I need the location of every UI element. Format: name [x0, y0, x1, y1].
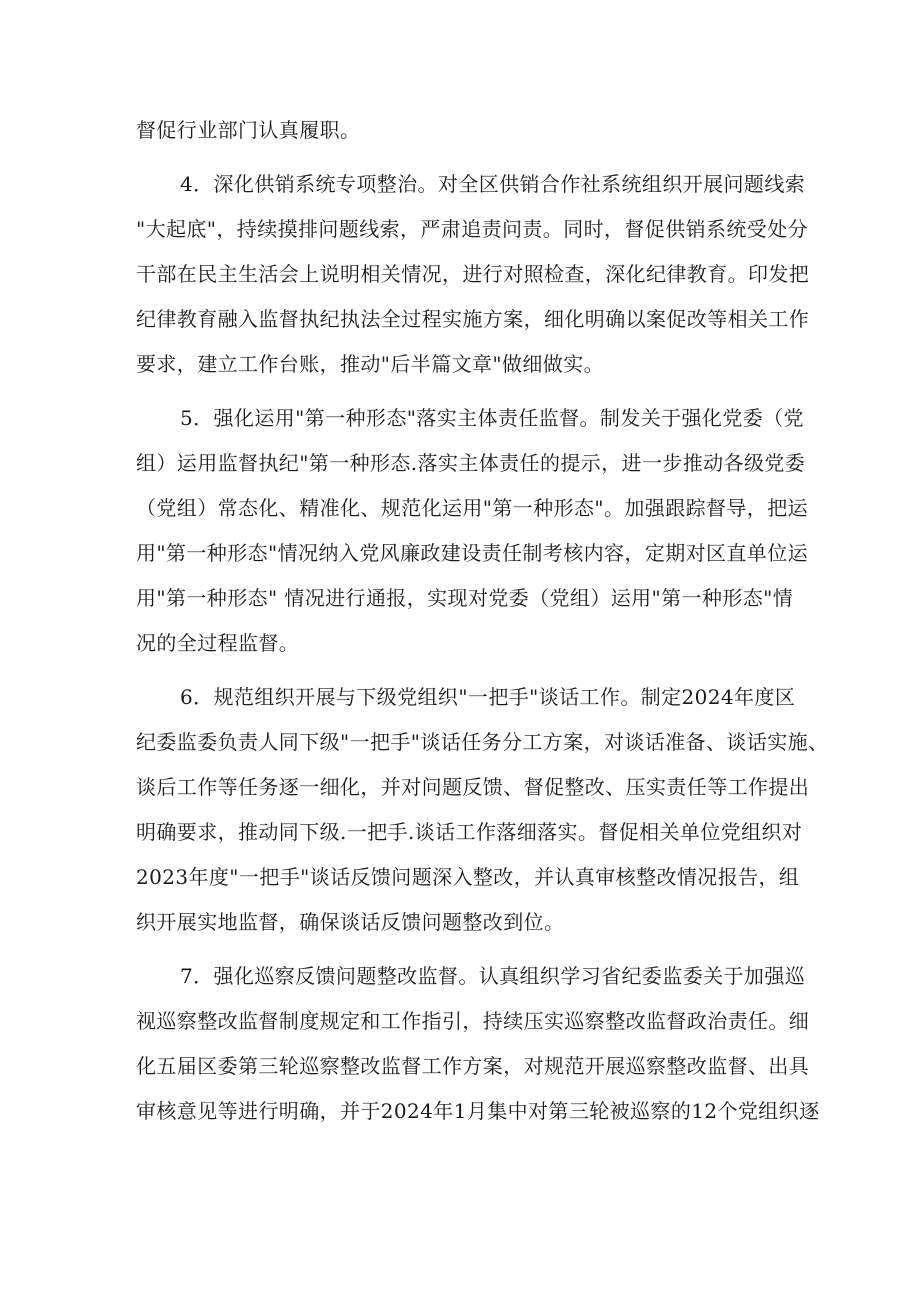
text-line: 化五届区委第三轮巡察整改监督工作方案，对规范开展巡察整改监督、出具: [136, 1054, 810, 1078]
text-line: "大起底"，持续摸排问题线索，严肃追责问责。同时，督促供销系统受处分: [136, 217, 808, 241]
text-line: 明确要求，推动同下级.一把手.谈话工作落细落实。督促相关单位党组织对: [136, 820, 803, 844]
text-line: 视巡察整改监督制度规定和工作指引，持续压实巡察整改监督政治责任。细: [136, 1009, 810, 1033]
text-line: 织开展实地监督，确保谈话反馈问题整改到位。: [136, 910, 565, 934]
text-line: 4．深化供销系统专项整治。对全区供销合作社系统组织开展问题线索: [180, 172, 806, 196]
text-line: （党组）常态化、精准化、规范化运用"第一种形态"。加强跟踪督导，把运: [136, 496, 808, 520]
text-line: 5．强化运用"第一种形态"落实主体责任监督。制发关于强化党委（党: [180, 406, 804, 430]
text-line: 谈后工作等任务逐一细化，并对问题反馈、督促整改、压实责任等工作提出: [136, 775, 810, 799]
text-line: 干部在民主生活会上说明相关情况，进行对照检查，深化纪律教育。印发把: [136, 262, 810, 286]
text-line: 审核意见等进行明确，并于2024年1月集中对第三轮被巡察的12个党组织逐: [136, 1099, 820, 1123]
text-line: 要求，建立工作台账，推动"后半篇文章"做细做实。: [136, 352, 604, 376]
text-line: 纪委监委负责人同下级"一把手"谈话任务分工方案，对谈话准备、谈话实施、: [136, 730, 829, 754]
text-line: 纪律教育融入监督执纪执法全过程实施方案，细化明确以案促改等相关工作: [136, 307, 810, 331]
text-line: 2023年度"一把手"谈话反馈问题深入整改，并认真审核整改情况报告，组: [136, 865, 800, 889]
text-line: 况的全过程监督。: [136, 631, 300, 655]
text-line: 用"第一种形态" 情况进行通报，实现对党委（党组）运用"第一种形态"情: [136, 586, 794, 610]
text-line: 6．规范组织开展与下级党组织"一把手"谈话工作。制定2024年度区: [180, 685, 796, 709]
text-line: 督促行业部门认真履职。: [136, 118, 361, 142]
text-line: 7．强化巡察反馈问题整改监督。认真组织学习省纪委监委关于加强巡: [180, 964, 806, 988]
text-line: 用"第一种形态"情况纳入党风廉政建设责任制考核内容，定期对区直单位运: [136, 541, 808, 565]
text-line: 组）运用监督执纪"第一种形态.落实主体责任的提示，进一步推动各级党委: [136, 451, 806, 475]
